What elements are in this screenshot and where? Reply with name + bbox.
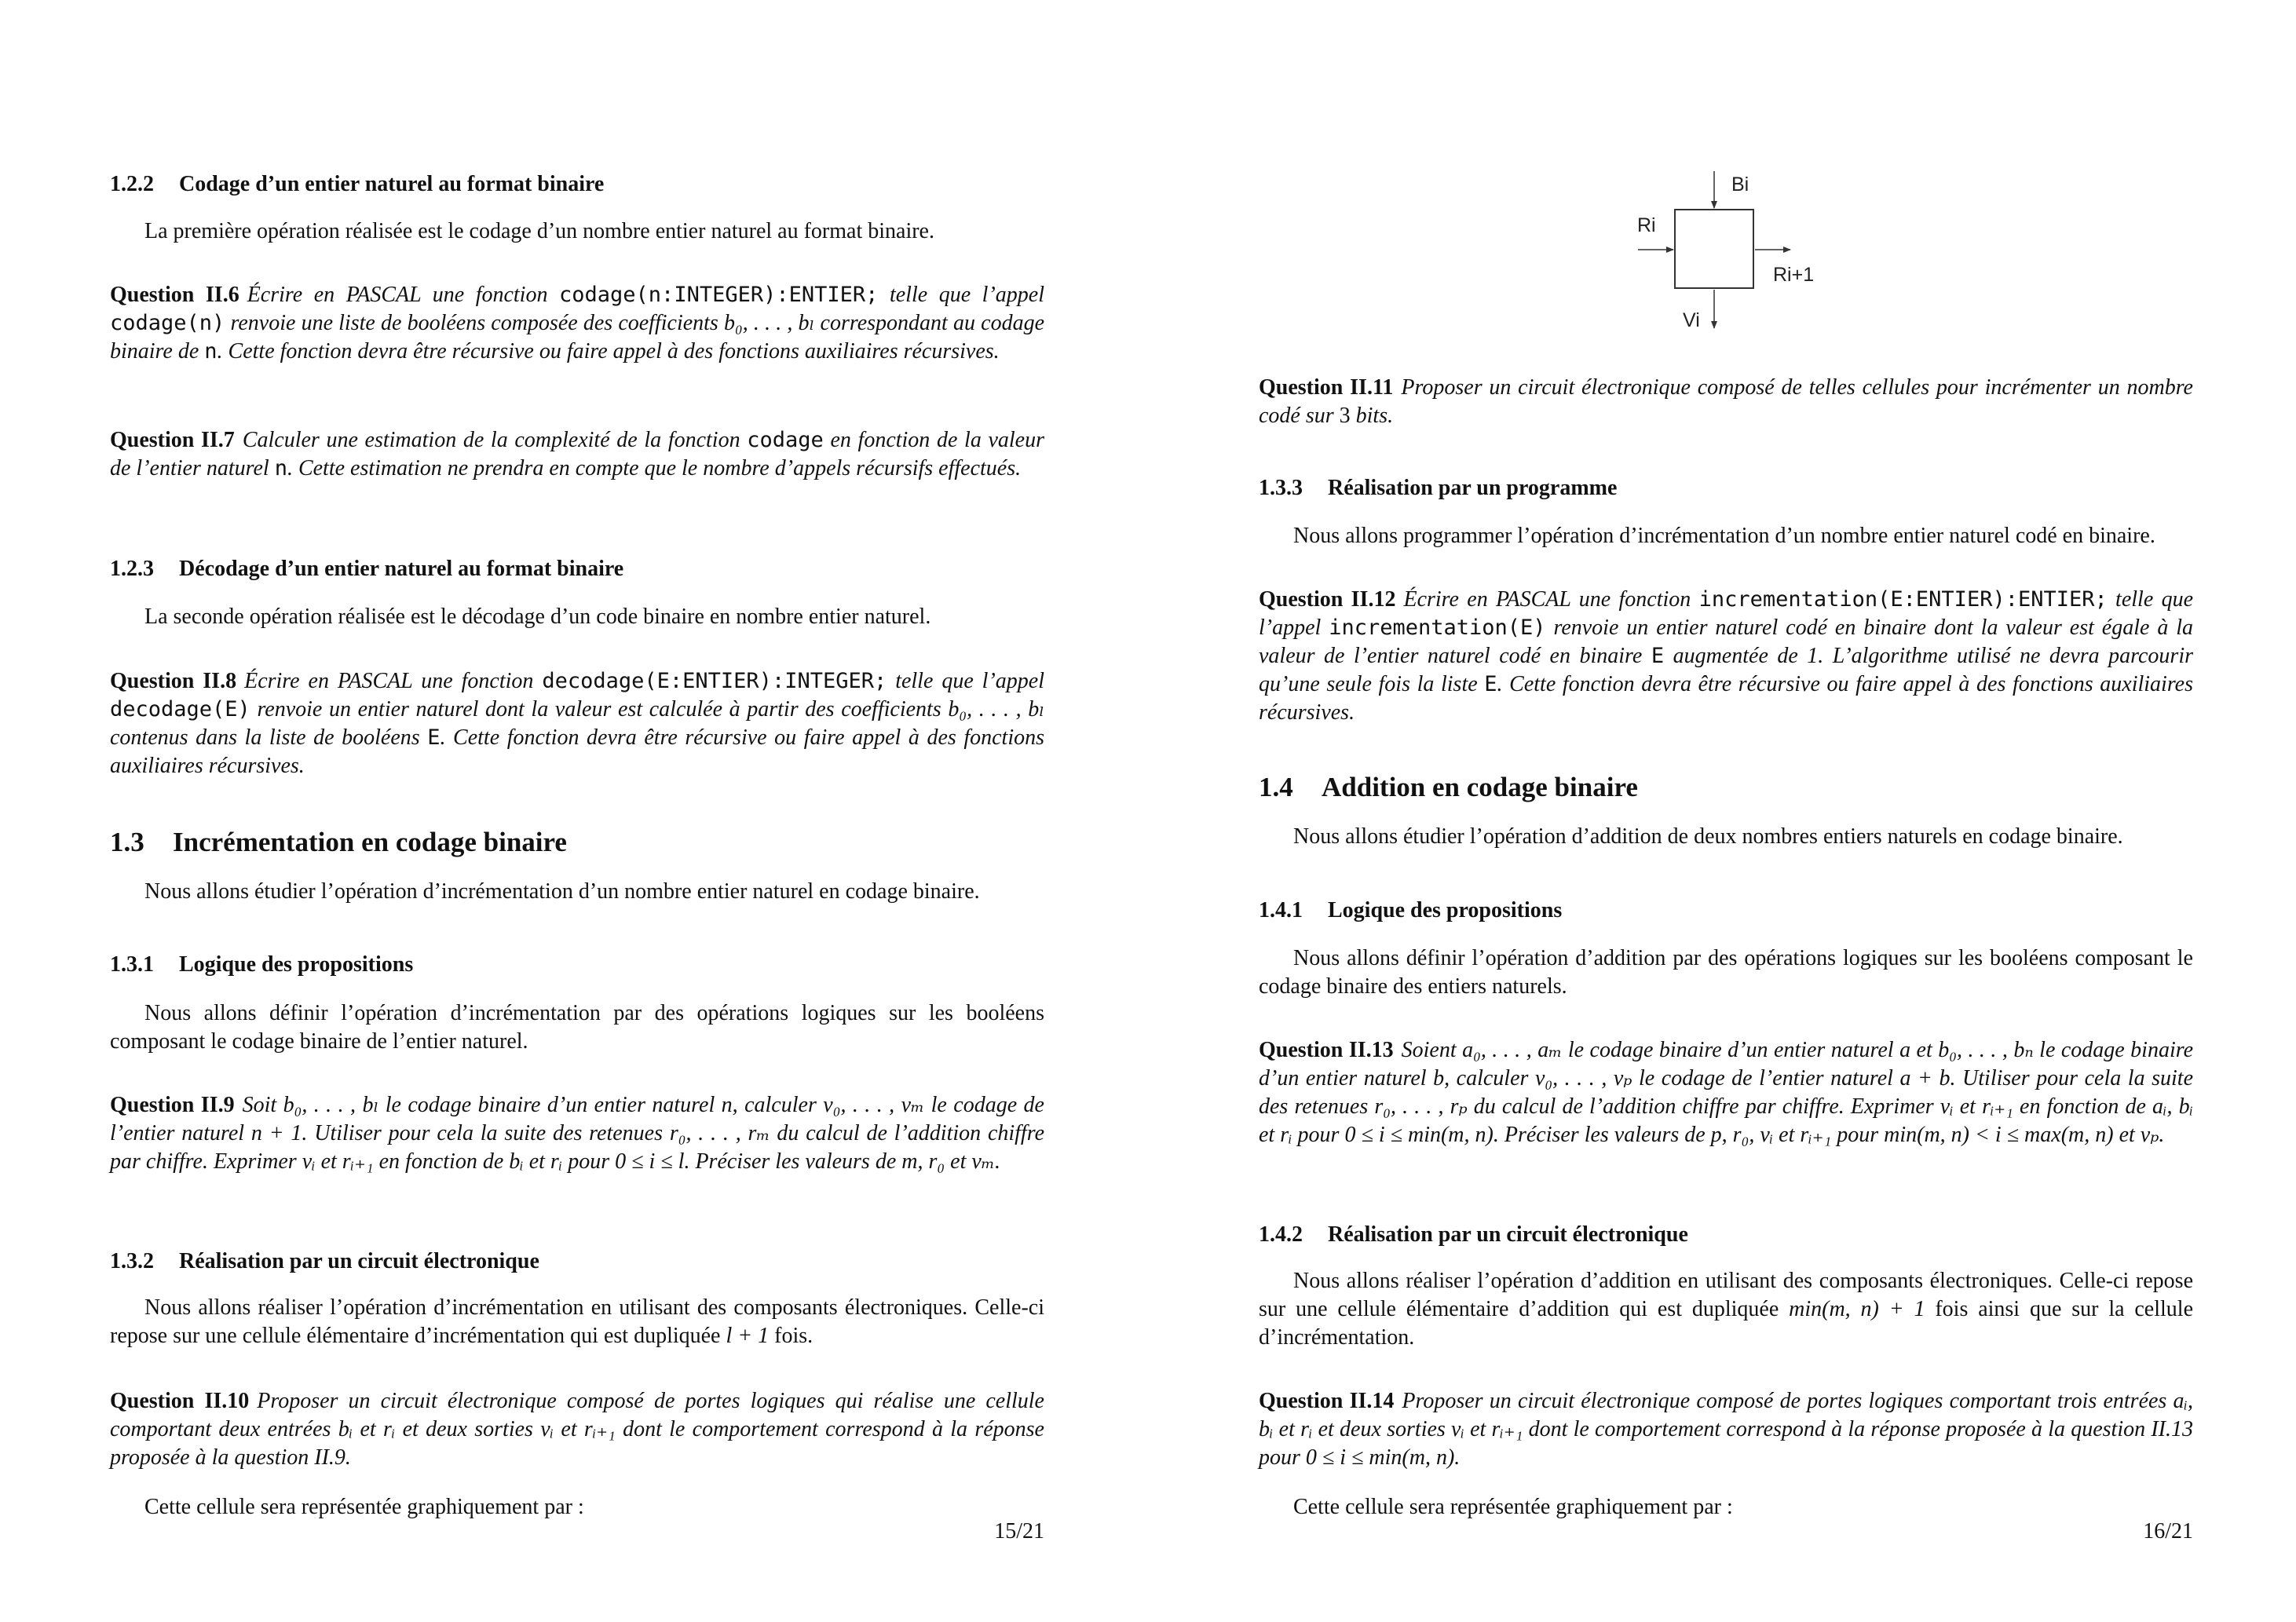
heading-1-3-3: 1.3.3 Réalisation par un programme (1259, 476, 1618, 500)
label-vi: Vi (1683, 309, 1700, 331)
question-ii-13: Question II.13 Soient a₀, . . . , aₘ le codage binaire d’un entier naturel a et b₀, . . . , bₙ le codage binaire d’un entier naturel b, calculer v₀, . . . , vₚ le codage de l’entier naturel a + b. Utiliser pour cela la suite des retenues r₀, . . . , rₚ du calcul de l’addition chiffre par chiffre. Exprimer vᵢ et rᵢ₊₁ en fonction de aᵢ, bᵢ et rᵢ pour 0 ≤ i ≤ min(m, n). Préciser les valeurs de p, r₀, vᵢ et rᵢ₊₁ pour min(m, n) < i ≤ max(m, n) et vₚ. (1259, 1038, 2194, 1147)
heading-1-4: 1.4 Addition en codage binaire (1259, 772, 1638, 802)
label-bi: Bi (1731, 174, 1749, 195)
paragraph-1-3-2: Nous allons réaliser l’opération d’incrémentation en utilisant des composants électroniques. Celle-ci repose sur une cellule élémentaire d’incrémentation qui est dupliquée l + 1 fois. (110, 1295, 1044, 1348)
cell-box (1675, 210, 1753, 288)
paragraph-1-4: Nous allons étudier l’opération d’addition de deux nombres entiers naturels en codage binaire. (1293, 824, 2123, 849)
paragraph-1-2-2: La première opération réalisée est le codage d’un nombre entier naturel au format binaire. (144, 219, 934, 243)
question-ii-12: Question II.12 Écrire en PASCAL une fonction incrementation(E:ENTIER):ENTIER; telle que l’appel incrementation(E) renvoie un entier naturel codé en binaire dont la valeur est égale à la valeur de l’entier naturel codé en binaire E augmentée de 1. L’algorithme utilisé ne devra parcourir qu’une seule fois la liste E. Cette fonction devra être récursive ou faire appel à des fonctions auxiliaires récursives. (1259, 587, 2194, 725)
heading-1-2-2: 1.2.2 Codage d’un entier naturel au format binaire (110, 172, 605, 196)
label-ri-plus-1: Ri+1 (1773, 264, 1815, 286)
question-ii-10: Question II.10 Proposer un circuit électronique composé de portes logiques qui réalise une cellule comportant deux entrées bᵢ et rᵢ et deux sorties vᵢ et rᵢ₊₁ dont le comportement correspond à la réponse proposée à la question II.9. (110, 1389, 1044, 1470)
paragraph-1-3-3: Nous allons programmer l’opération d’incrémentation d’un nombre entier naturel codé en binaire. (1293, 524, 2155, 548)
increment-cell-diagram (1581, 165, 1816, 338)
paragraph-1-3: Nous allons étudier l’opération d’incrémentation d’un nombre entier naturel en codage binaire. (144, 879, 980, 904)
question-ii-9: Question II.9 Soit b₀, . . . , bₗ le codage binaire d’un entier naturel n, calculer v₀, . . . , vₘ le codage de l’entier naturel n + 1. Utiliser pour cela la suite des retenues r₀, . . . , rₘ du calcul de l’addition chiffre par chiffre. Exprimer vᵢ et rᵢ₊₁ en fonction de bᵢ et rᵢ pour 0 ≤ i ≤ l. Préciser les valeurs de m, r₀ et vₘ. (110, 1093, 1044, 1174)
page-number: 16/21 (2143, 1519, 2193, 1543)
paragraph-1-4-2: Nous allons réaliser l’opération d’addition en utilisant des composants électroniques. Celle-ci repose sur une cellule élémentaire d’addition qui est dupliquée min(m, n) + 1 fois ainsi que sur la cellule d’incrémentation. (1259, 1269, 2194, 1350)
paragraph-cell-intro: Cette cellule sera représentée graphiquement par : (144, 1495, 584, 1519)
paragraph-1-4-1: Nous allons définir l’opération d’addition par des opérations logiques sur les booléens composant le codage binaire des entiers naturels. (1259, 946, 2193, 999)
heading-1-4-1: 1.4.1 Logique des propositions (1259, 898, 1563, 922)
heading-1-3-1: 1.3.1 Logique des propositions (110, 952, 414, 977)
heading-1-2-3: 1.2.3 Décodage d’un entier naturel au format binaire (110, 557, 624, 581)
paragraph-1-2-3: La seconde opération réalisée est le décodage d’un code binaire en nombre entier naturel. (144, 605, 931, 629)
question-ii-11: Question II.11 Proposer un circuit électronique composé de telles cellules pour incrémenter un nombre codé sur 3 bits. (1259, 375, 2193, 428)
question-ii-7: Question II.7 Calculer une estimation de la complexité de la fonction codage en fonction de la valeur de l’entier naturel n. Cette estimation ne prendra en compte que le nombre d’appels récursifs effectués. (110, 428, 1045, 480)
question-ii-8: Question II.8 Écrire en PASCAL une fonction decodage(E:ENTIER):INTEGER; telle que l’appel decodage(E) renvoie un entier naturel dont la valeur est calculée à partir des coefficients b₀, . . . , bₗ contenus dans la liste de booléens E. Cette fonction devra être récursive ou faire appel à des fonctions auxiliaires récursives. (110, 669, 1044, 778)
page-left (110, 0, 1044, 1622)
paragraph-1-3-1: Nous allons définir l’opération d’incrémentation par des opérations logiques sur les booléens composant le codage binaire de l’entier naturel. (110, 1001, 1044, 1054)
page-number: 15/21 (994, 1519, 1044, 1543)
page-right (1259, 0, 2193, 1622)
label-ri: Ri (1637, 214, 1656, 236)
question-ii-6: Question II.6 Écrire en PASCAL une fonction codage(n:INTEGER):ENTIER; telle que l’appel codage(n) renvoie une liste de booléens composée des coefficients b₀, . . . , bₗ correspondant au codage binaire de n. Cette fonction devra être récursive ou faire appel à des fonctions auxiliaires récursives. (110, 283, 1044, 363)
heading-1-3-2: 1.3.2 Réalisation par un circuit électronique (110, 1249, 539, 1273)
question-ii-14: Question II.14 Proposer un circuit électronique composé de portes logiques comportant trois entrées aᵢ, bᵢ et rᵢ et deux sorties vᵢ et rᵢ₊₁ dont le comportement correspond à la réponse proposée à la question II.13 pour 0 ≤ i ≤ min(m, n). (1259, 1389, 2193, 1470)
heading-1-4-2: 1.4.2 Réalisation par un circuit électronique (1259, 1222, 1688, 1247)
heading-1-3: 1.3 Incrémentation en codage binaire (110, 827, 567, 857)
paragraph-cell-intro: Cette cellule sera représentée graphiquement par : (1293, 1495, 1733, 1519)
